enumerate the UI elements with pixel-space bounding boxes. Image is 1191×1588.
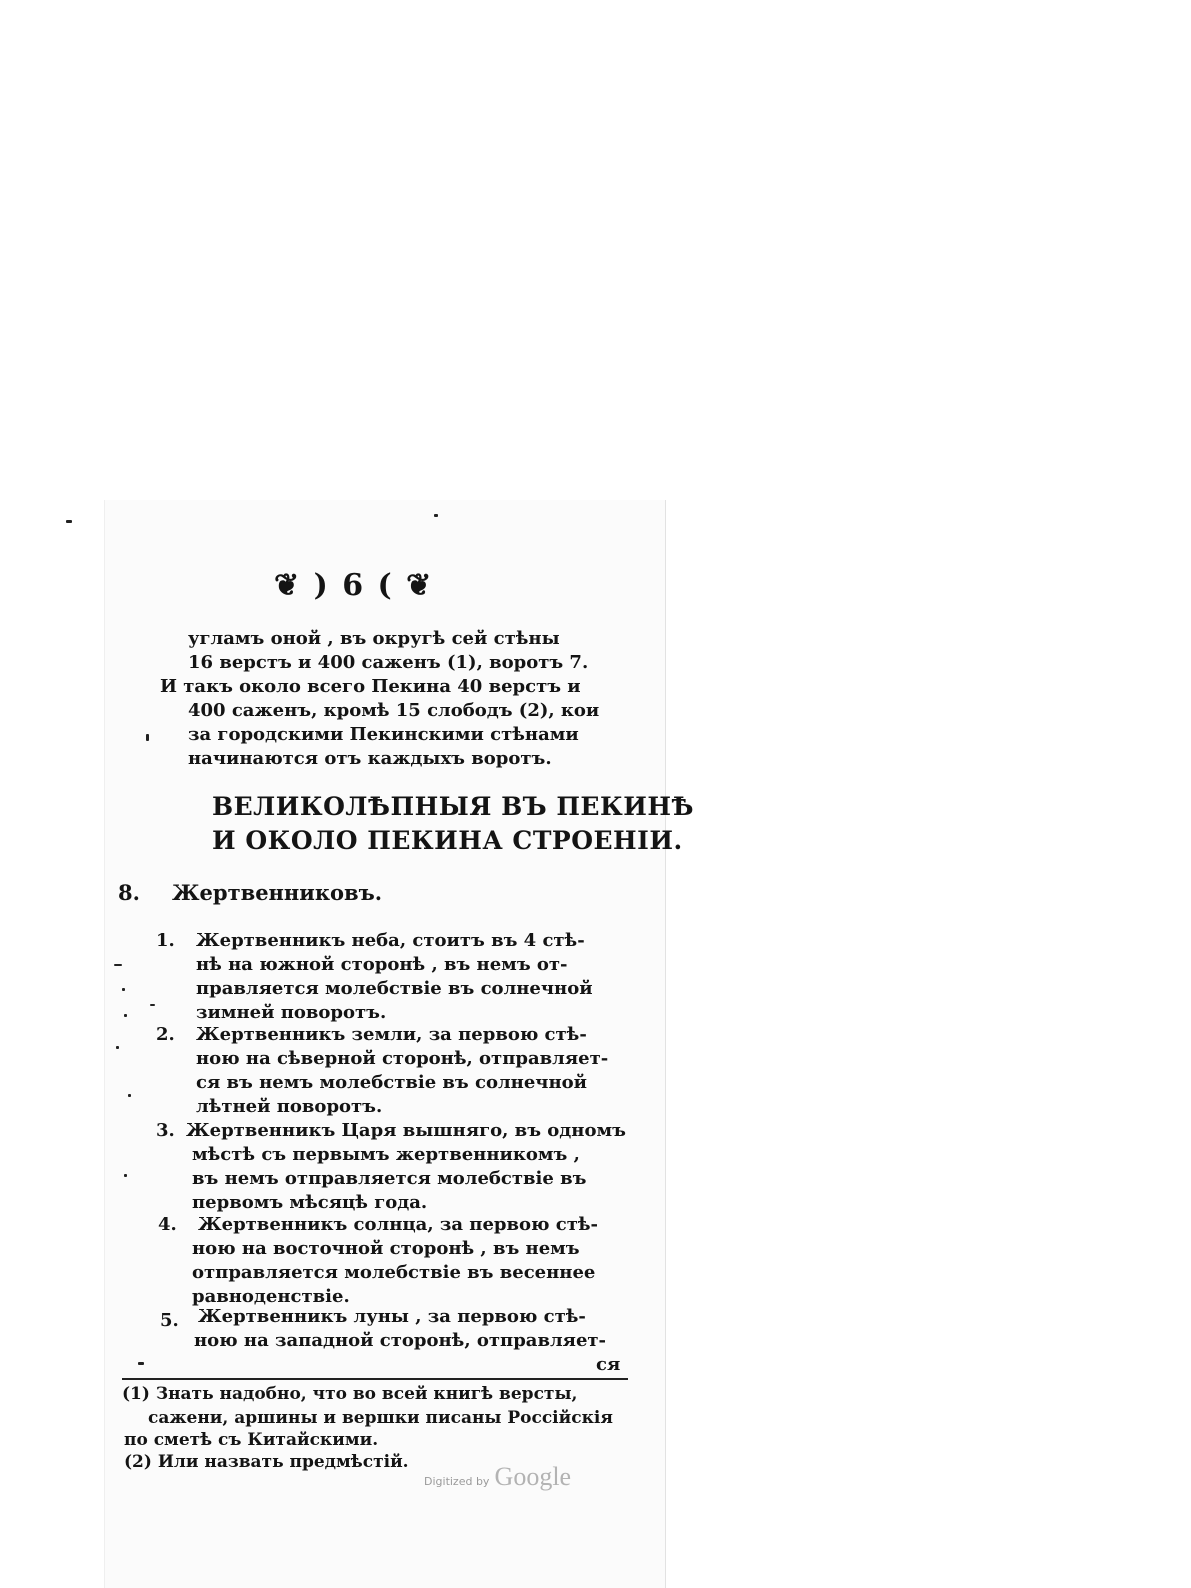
item-line: Жертвенникъ неба, стоитъ въ 4 стѣ-	[196, 930, 585, 951]
item-line: лѣтней поворотъ.	[196, 1096, 383, 1117]
section-number: 8.	[118, 880, 140, 905]
page-header: ❦ ) 6 ( ❦	[274, 568, 434, 603]
ink-speck	[66, 520, 72, 523]
ink-speck	[434, 514, 438, 517]
item-line: Жертвенникъ луны , за первою стѣ-	[198, 1306, 586, 1327]
item-line: ною на сѣверной сторонѣ, отправляет-	[196, 1048, 609, 1069]
item-number: 2.	[156, 1024, 175, 1045]
item-line: мѣстѣ съ первымъ жертвенникомъ ,	[192, 1144, 580, 1165]
item-line: зимней поворотъ.	[196, 1002, 387, 1023]
item-number: 5.	[160, 1310, 179, 1331]
section-heading: ВЕЛИКОЛѢПНЫЯ ВЪ ПЕКИНѢ	[212, 792, 694, 821]
footnote-rule	[122, 1378, 628, 1380]
item-line: ся въ немъ молебствіе въ солнечной	[196, 1072, 587, 1093]
item-number: 1.	[156, 930, 175, 951]
item-line: равноденствіе.	[192, 1286, 350, 1307]
ink-speck	[116, 1046, 119, 1049]
footnote-line: (2) Или назвать предмѣстій.	[124, 1452, 409, 1472]
watermark-small-text: Digitized by	[424, 1475, 490, 1488]
item-line: отправляется молебствіе въ весеннее	[192, 1262, 596, 1283]
footnote-line: сажени, аршины и вершки писаны Россійскія	[148, 1408, 613, 1428]
intro-line: за городскими Пекинскими стѣнами	[188, 724, 579, 745]
section-title: Жертвенниковъ.	[172, 880, 383, 905]
watermark-logo-text: Google	[494, 1462, 572, 1491]
ink-speck	[128, 1094, 131, 1097]
intro-line: И такъ около всего Пекина 40 верстъ и	[160, 676, 581, 697]
ink-speck	[124, 1014, 127, 1017]
intro-line: 16 верстъ и 400 саженъ (1), воротъ 7.	[188, 652, 589, 673]
google-watermark	[424, 1462, 571, 1492]
footnote-line: по сметѣ съ Китайскими.	[124, 1430, 379, 1450]
item-number: 4.	[158, 1214, 177, 1235]
ink-speck	[114, 964, 122, 966]
intro-line: начинаются отъ каждыхъ воротъ.	[188, 748, 552, 769]
ink-speck	[122, 988, 125, 991]
item-line: правляется молебствіе въ солнечной	[196, 978, 593, 999]
ink-speck	[138, 1362, 144, 1365]
intro-line: 400 саженъ, кромѣ 15 слободъ (2), кои	[188, 700, 600, 721]
item-line: ною на восточной сторонѣ , въ немъ	[192, 1238, 580, 1259]
ink-speck	[124, 1174, 127, 1177]
item-line: Жертвенникъ Царя вышняго, въ одномъ	[186, 1120, 626, 1141]
item-line: ною на западной сторонѣ, отправляет-	[194, 1330, 607, 1351]
item-line: Жертвенникъ земли, за первою стѣ-	[196, 1024, 587, 1045]
footnote-line: (1) Знать надобно, что во всей книгѣ версты,	[122, 1384, 578, 1404]
intro-line: угламъ оной , въ округѣ сей стѣны	[188, 628, 560, 649]
item-number: 3.	[156, 1120, 175, 1141]
ink-speck	[150, 1004, 155, 1006]
item-line: нѣ на южной сторонѣ , въ немъ от-	[196, 954, 568, 975]
item-line: Жертвенникъ солнца, за первою стѣ-	[198, 1214, 598, 1235]
item-line: въ немъ отправляется молебствіе въ	[192, 1168, 587, 1189]
item-line: первомъ мѣсяцѣ года.	[192, 1192, 428, 1213]
ink-speck	[146, 734, 149, 741]
section-heading: И ОКОЛО ПЕКИНА СТРОЕНІИ.	[212, 826, 683, 855]
catchword: ся	[596, 1354, 621, 1375]
